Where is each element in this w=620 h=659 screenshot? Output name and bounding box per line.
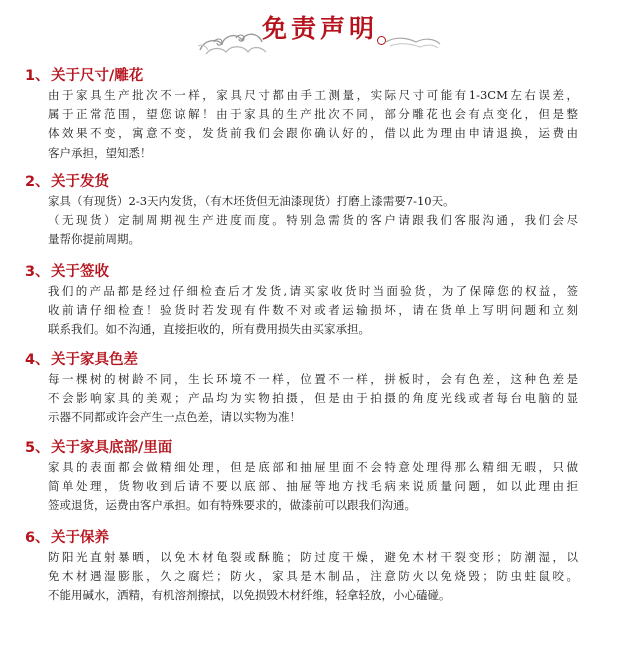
section-heading xyxy=(25,66,143,86)
section-maintenance xyxy=(0,528,620,608)
section-title: 关于保养 xyxy=(51,530,109,546)
section-number: 6、 xyxy=(25,530,50,546)
section-title: 关于尺寸/雕花 xyxy=(51,68,144,84)
body-line: （无现货）定制周期视生产进度而度。特别急需货的客户请跟我们客服沟通，我们会尽 xyxy=(48,213,578,228)
section-receipt xyxy=(0,262,620,342)
section-shipping xyxy=(0,172,620,252)
body-line: 免木材遇湿膨胀，久之腐烂；防火，家具是木制品，注意防火以免烧毁；防虫蛀鼠咬。 xyxy=(48,569,578,584)
section-heading xyxy=(25,262,109,282)
section-number: 4、 xyxy=(25,352,50,368)
body-line: 家具的表面都会做精细处理，但是底部和抽屉里面不会特意处理得那么精细无暇，只做 xyxy=(48,460,578,474)
body-line: 属于正常范围，望您谅解！由于家具的生产批次不同，部分雕花也会有点变化，但是整 xyxy=(48,107,578,122)
section-title: 关于发货 xyxy=(51,174,109,190)
section-heading xyxy=(25,438,172,458)
section-number: 5、 xyxy=(25,440,50,456)
section-number: 2、 xyxy=(25,174,50,190)
header-banner xyxy=(0,0,620,62)
auspicious-cloud-left-icon xyxy=(196,24,268,58)
body-line: 收前请仔细检查！验货时若发现有件数不对或者运输损坏，请在货单上写明问题和立刻 xyxy=(48,303,578,318)
body-line: 签或退货，运费由客户承担。如有特殊要求的，做漆前可以跟我们沟通。 xyxy=(48,498,416,513)
body-line: 量帮你提前周期。 xyxy=(48,232,140,247)
body-line: 简单处理，货物收到后请不要以底部、抽屉等地方找毛病来说质量问题，如以此理由拒 xyxy=(48,479,578,494)
section-bottom-interior xyxy=(0,438,620,518)
section-color-difference xyxy=(0,350,620,430)
section-body xyxy=(48,548,578,606)
body-line: 防阳光直射暴晒，以免木材龟裂或酥脆；防过度干燥，避免木材干裂变形；防潮湿，以 xyxy=(48,550,578,564)
body-line: 联系我们。如不沟通，直接拒收的，所有费用损失由买家承担。 xyxy=(48,322,370,337)
section-heading xyxy=(25,528,109,548)
section-body xyxy=(48,282,578,340)
section-title: 关于家具色差 xyxy=(51,352,138,368)
section-dimensions xyxy=(0,66,620,162)
section-heading xyxy=(25,172,109,192)
body-line: 体效果不变，寓意不变，发货前我们会跟你确认好的，借以此为理由申请退换，运费由 xyxy=(48,126,578,141)
body-line: 不会影响家具的美观；产品均为实物拍摄，但是由于拍摄的角度光线或者每台电脑的显 xyxy=(48,391,578,406)
body-line: 每一棵树的树龄不同，生长环境不一样，位置不一样，拼板时，会有色差，这种色差是 xyxy=(48,372,578,386)
body-line: 由于家具生产批次不一样，家具尺寸都由手工测量，实际尺寸可能有1-3CM左右误差， xyxy=(48,88,578,102)
auspicious-cloud-right-icon xyxy=(376,28,442,52)
section-title: 关于签收 xyxy=(51,264,109,280)
section-body xyxy=(48,370,578,428)
body-line: 示器不同都或许会产生一点色差，请以实物为准！ xyxy=(48,410,301,425)
section-number: 3、 xyxy=(25,264,50,280)
section-body xyxy=(48,192,578,250)
section-body xyxy=(48,86,578,163)
body-line: 家具（有现货）2-3天内发货，（有木坯货但无油漆现货）打磨上漆需要7-10天。 xyxy=(48,194,455,208)
section-title: 关于家具底部/里面 xyxy=(51,440,173,456)
body-line: 客户承担，望知悉！ xyxy=(48,145,152,160)
section-heading xyxy=(25,350,138,370)
body-line: 不能用碱水，洒精，有机溶剂擦拭，以免损毁木材纤维，轻拿轻放，小心磕碰。 xyxy=(48,588,451,603)
section-body xyxy=(48,458,578,516)
section-number: 1、 xyxy=(25,68,50,84)
body-line: 我们的产品都是经过仔细检查后才发货,请买家收货时当面验货，为了保障您的权益，签 xyxy=(48,284,578,298)
page-title: 免责声明 xyxy=(262,14,379,43)
